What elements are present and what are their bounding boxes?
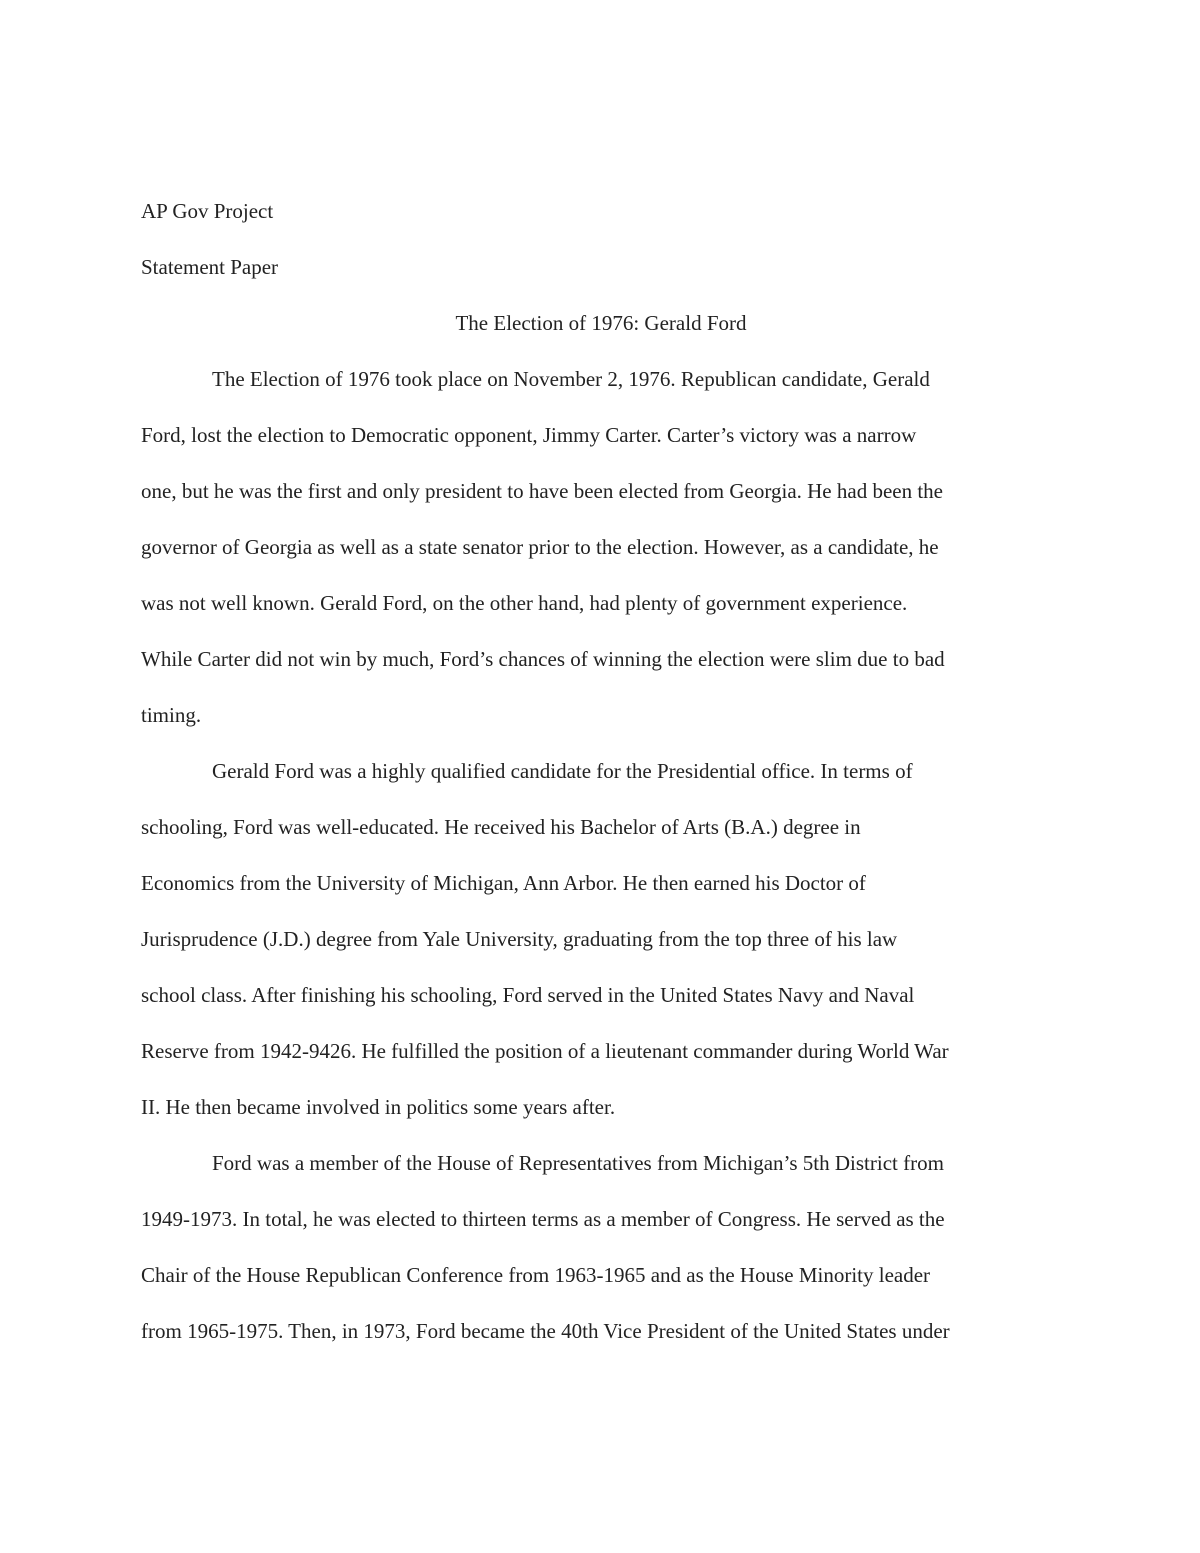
paper-title: The Election of 1976: Gerald Ford — [455, 311, 747, 335]
paragraph-1 — [141, 351, 1061, 743]
course-name: AP Gov Project — [141, 199, 274, 223]
paragraph-line: Ford was a member of the House of Representatives from Michigan’s 5th District from — [212, 1151, 944, 1175]
paragraph-line: 1949-1973. In total, he was elected to thirteen terms as a member of Congress. He served as the — [141, 1207, 945, 1231]
paragraph-line: The Election of 1976 took place on November 2, 1976. Republican candidate, Gerald — [212, 367, 930, 391]
paragraph-line: timing. — [141, 703, 202, 727]
paragraph-2 — [141, 743, 1061, 1135]
paragraph-line: II. He then became involved in politics some years after. — [141, 1095, 616, 1119]
paragraph-line: governor of Georgia as well as a state senator prior to the election. However, as a candidate, he — [141, 535, 939, 559]
paragraph-line: While Carter did not win by much, Ford’s chances of winning the election were slim due to bad — [141, 647, 945, 671]
assignment-name: Statement Paper — [141, 255, 279, 279]
paragraph-3 — [141, 1135, 1061, 1359]
paragraph-line: Ford, lost the election to Democratic opponent, Jimmy Carter. Carter’s victory was a narrow — [141, 423, 917, 447]
paragraph-line: school class. After finishing his schooling, Ford served in the United States Navy and Naval — [141, 983, 915, 1007]
paragraph-line: one, but he was the first and only president to have been elected from Georgia. He had been the — [141, 479, 943, 503]
paragraph-line: schooling, Ford was well-educated. He received his Bachelor of Arts (B.A.) degree in — [141, 815, 861, 839]
paragraph-line: was not well known. Gerald Ford, on the other hand, had plenty of government experience. — [141, 591, 908, 615]
paragraph-line: Chair of the House Republican Conference from 1963-1965 and as the House Minority leader — [141, 1263, 931, 1287]
paragraph-line: Gerald Ford was a highly qualified candidate for the Presidential office. In terms of — [212, 759, 913, 783]
paragraph-line: Reserve from 1942-9426. He fulfilled the position of a lieutenant commander during World War — [141, 1039, 949, 1063]
paragraph-line: Economics from the University of Michigan, Ann Arbor. He then earned his Doctor of — [141, 871, 866, 895]
paragraph-line: Jurisprudence (J.D.) degree from Yale University, graduating from the top three of his law — [141, 927, 898, 951]
paragraph-line: from 1965-1975. Then, in 1973, Ford became the 40th Vice President of the United States under — [141, 1319, 950, 1343]
document-body — [141, 183, 1061, 1359]
